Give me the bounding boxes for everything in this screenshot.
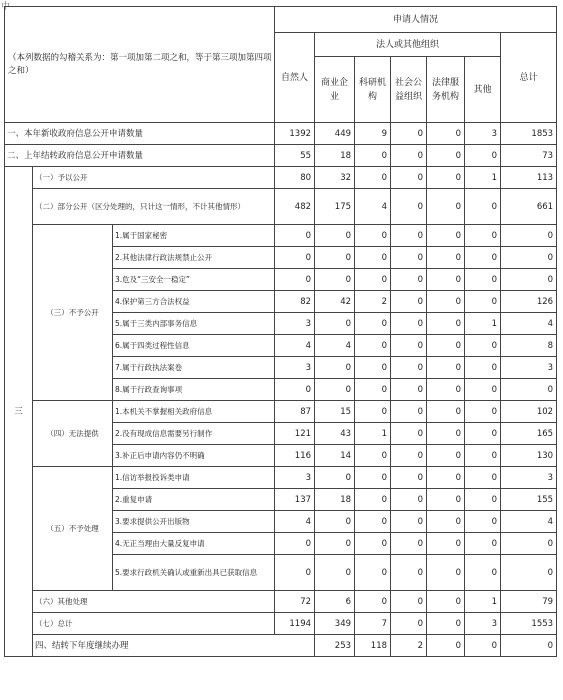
cell-natural: 3: [275, 357, 315, 379]
cell-social: 0: [391, 335, 427, 357]
cell-social: 0: [391, 145, 427, 167]
cell-social: 0: [391, 379, 427, 401]
cell-social: 0: [391, 357, 427, 379]
cell-commercial: 0: [315, 555, 355, 591]
cell-research: 2: [355, 291, 391, 313]
cell-natural: 0: [275, 247, 315, 269]
cell-commercial: 349: [315, 613, 355, 635]
cell-total: 1553: [501, 613, 557, 635]
cell-total: 1853: [501, 123, 557, 145]
cell-commercial: 42: [315, 291, 355, 313]
other-header: 其他: [465, 57, 501, 123]
cell-social: 0: [391, 489, 427, 511]
commercial-header: 商业企业: [315, 57, 355, 123]
cell-social: 0: [391, 291, 427, 313]
cell-natural: 0: [275, 269, 315, 291]
cell-social: 0: [391, 225, 427, 247]
cell-research: 0: [355, 591, 391, 613]
row-label: 2.没有现成信息需要另行制作: [113, 423, 275, 445]
cell-commercial: 32: [315, 167, 355, 189]
cell-social: 0: [391, 423, 427, 445]
cell-other: 0: [465, 445, 501, 467]
cell-research: 0: [355, 167, 391, 189]
cell-law: 0: [427, 379, 465, 401]
cell-law: 0: [427, 313, 465, 335]
cell-total: 8: [501, 335, 557, 357]
table-row: [5, 123, 557, 145]
cell-natural: 72: [275, 591, 315, 613]
cell-other: 0: [465, 291, 501, 313]
cell-law: 0: [427, 335, 465, 357]
cell-total: 0: [501, 247, 557, 269]
row-label: 4.保护第三方合法权益: [113, 291, 275, 313]
cell-social: 0: [391, 167, 427, 189]
cell-law: 0: [427, 555, 465, 591]
cell-other: 0: [465, 511, 501, 533]
cell-natural: 3: [275, 313, 315, 335]
section-three-label: 三: [5, 167, 33, 657]
cell-natural: 0: [275, 379, 315, 401]
cell-natural: 1194: [275, 613, 315, 635]
table-row: [5, 189, 557, 225]
row-label: 5.属于三类内部事务信息: [113, 313, 275, 335]
cell-natural: 3: [275, 467, 315, 489]
cell-natural: 80: [275, 167, 315, 189]
cell-law: 0: [427, 269, 465, 291]
cell-commercial: 0: [315, 269, 355, 291]
cell-research: 0: [355, 533, 391, 555]
cell-commercial: 6: [315, 591, 355, 613]
cell-other: 1: [465, 167, 501, 189]
cell-commercial: 18: [315, 489, 355, 511]
cell-research: 0: [355, 247, 391, 269]
cell-research: 0: [355, 489, 391, 511]
cell-total: 3: [501, 357, 557, 379]
cell-other: 0: [465, 357, 501, 379]
cell-research: 0: [355, 225, 391, 247]
cell-law: 0: [427, 123, 465, 145]
cell-research: 0: [355, 313, 391, 335]
legal-entity-header: 法人或其他组织: [315, 33, 501, 57]
cell-natural: 0: [275, 225, 315, 247]
cell-research: 0: [355, 467, 391, 489]
cell-other: 0: [465, 269, 501, 291]
cell-research: 0: [355, 357, 391, 379]
table-row: [5, 591, 557, 613]
row-label: 一、本年新收政府信息公开申请数量: [5, 123, 275, 145]
cell-social: 0: [391, 269, 427, 291]
cell-research: 2: [391, 635, 427, 657]
cell-research: 0: [355, 401, 391, 423]
cell-commercial: 449: [315, 123, 355, 145]
corner-mark: 中: [1, 2, 11, 12]
table-row: [5, 401, 557, 423]
cell-natural: 55: [275, 145, 315, 167]
applicant-header: 申请人情况: [275, 7, 557, 33]
cell-law: 0: [427, 189, 465, 225]
cell-law: 0: [427, 291, 465, 313]
cell-commercial: 0: [315, 357, 355, 379]
cell-other: 3: [465, 123, 501, 145]
cell-total: 0: [501, 533, 557, 555]
cell-law: 0: [427, 489, 465, 511]
natural-person-header: 自然人: [275, 33, 315, 123]
cell-total: 165: [501, 423, 557, 445]
cell-social: 0: [391, 613, 427, 635]
cell-commercial: 0: [315, 467, 355, 489]
cell-law: 0: [427, 423, 465, 445]
cell-research: 0: [355, 145, 391, 167]
cell-law: 0: [427, 613, 465, 635]
cell-total: 102: [501, 401, 557, 423]
cell-law: 0: [427, 145, 465, 167]
cell-other: 0: [465, 401, 501, 423]
cell-social: 0: [391, 313, 427, 335]
row-label: （七）总计: [33, 613, 275, 635]
cell-commercial: 0: [315, 313, 355, 335]
cell-law: 0: [427, 467, 465, 489]
row-label: 3.要求提供公开出版物: [113, 511, 275, 533]
cell-total: 0: [501, 379, 557, 401]
row-label: 2.其他法律行政法规禁止公开: [113, 247, 275, 269]
cell-commercial: 15: [315, 401, 355, 423]
cell-research: 4: [355, 189, 391, 225]
table-row: [5, 635, 557, 657]
cell-law: 0: [427, 511, 465, 533]
cell-natural: 87: [275, 401, 315, 423]
cell-total: 4: [501, 313, 557, 335]
cell-research: 0: [355, 379, 391, 401]
row-label: （六）其他处理: [33, 591, 275, 613]
cell-natural: 121: [275, 423, 315, 445]
cell-law: 0: [427, 445, 465, 467]
cell-natural: 1392: [275, 123, 315, 145]
cell-social: 0: [391, 555, 427, 591]
cell-total: 79: [501, 591, 557, 613]
group-label-unable-to-provide: （四）无法提供: [33, 401, 113, 467]
cell-research: 9: [355, 123, 391, 145]
cell-social: 0: [391, 533, 427, 555]
cell-social: 0: [391, 591, 427, 613]
cell-law: 0: [427, 225, 465, 247]
group-label-not-disclosed: （三）不予公开: [33, 225, 113, 401]
cell-law: 0: [427, 357, 465, 379]
cell-law: 0: [427, 401, 465, 423]
cell-other: 0: [465, 225, 501, 247]
cell-natural: 137: [275, 489, 315, 511]
cell-total: 155: [501, 489, 557, 511]
cell-total: 0: [501, 225, 557, 247]
total-header: 总计: [501, 33, 557, 123]
cell-total: 126: [501, 291, 557, 313]
cell-other: 1: [465, 313, 501, 335]
group-label-not-processed: （五）不予处理: [33, 467, 113, 591]
table-row: [5, 167, 557, 189]
cell-natural: 0: [275, 555, 315, 591]
cell-other: 0: [465, 555, 501, 591]
cell-total: 130: [501, 445, 557, 467]
cell-social: 0: [391, 445, 427, 467]
cell-commercial: 18: [315, 145, 355, 167]
cell-research: 0: [355, 445, 391, 467]
row-label: 四、结转下年度继续办理: [33, 635, 315, 657]
cell-commercial: 0: [315, 379, 355, 401]
cell-commercial: 14: [315, 445, 355, 467]
cell-social: 0: [391, 467, 427, 489]
cell-social: 0: [427, 635, 465, 657]
cell-natural: 4: [275, 335, 315, 357]
cell-total: 3: [501, 467, 557, 489]
cell-natural: 0: [275, 533, 315, 555]
cell-other: 0: [465, 423, 501, 445]
row-label: 8.属于行政查询事项: [113, 379, 275, 401]
cell-commercial: 0: [315, 511, 355, 533]
cell-natural: 116: [275, 445, 315, 467]
cell-research: 1: [355, 423, 391, 445]
cell-natural: 482: [275, 189, 315, 225]
cell-commercial: 118: [355, 635, 391, 657]
row-label: 1.属于国家秘密: [113, 225, 275, 247]
row-label: （二）部分公开（区分处理的，只计这一情形，不计其他情形）: [33, 189, 275, 225]
cell-other: 0: [465, 247, 501, 269]
cell-commercial: 43: [315, 423, 355, 445]
cell-other: 0: [465, 467, 501, 489]
row-label: 1.本机关不掌握相关政府信息: [113, 401, 275, 423]
cell-natural: 253: [315, 635, 355, 657]
cell-commercial: 0: [315, 225, 355, 247]
cell-other: 0: [465, 145, 501, 167]
cell-research: 0: [355, 555, 391, 591]
cell-law: 0: [427, 533, 465, 555]
row-label: 二、上年结转政府信息公开申请数量: [5, 145, 275, 167]
cell-research: 0: [355, 335, 391, 357]
row-label: （一）予以公开: [33, 167, 275, 189]
law-header: 法律服务机构: [427, 57, 465, 123]
cell-other: 1: [465, 591, 501, 613]
row-label: 3.危及“三安全一稳定”: [113, 269, 275, 291]
cell-social: 0: [391, 189, 427, 225]
cell-social: 0: [391, 401, 427, 423]
cell-social: 0: [391, 123, 427, 145]
table-row: [5, 145, 557, 167]
disclosure-statistics-table: [4, 6, 557, 657]
cell-social: 0: [391, 511, 427, 533]
cell-other: 0: [465, 379, 501, 401]
cell-other: 0: [501, 635, 557, 657]
row-label: 1.信访举报投诉类申请: [113, 467, 275, 489]
row-label: 2.重复申请: [113, 489, 275, 511]
cell-natural: 82: [275, 291, 315, 313]
social-header: 社会公益组织: [391, 57, 427, 123]
table-row: [5, 225, 557, 247]
cell-other: 0: [465, 533, 501, 555]
row-label: 3.补正后申请内容仍不明确: [113, 445, 275, 467]
row-label: 5.要求行政机关确认或重新出具已获取信息: [113, 555, 275, 591]
cell-total: 0: [501, 555, 557, 591]
cell-law: 0: [465, 635, 501, 657]
cell-law: 0: [427, 247, 465, 269]
row-label: 7.属于行政执法案卷: [113, 357, 275, 379]
cell-natural: 4: [275, 511, 315, 533]
table-note: （本列数据的勾稽关系为：第一项加第二项之和，等于第三项加第四项之和）: [5, 7, 275, 123]
row-label: 4.无正当理由大量反复申请: [113, 533, 275, 555]
cell-research: 0: [355, 511, 391, 533]
table-row: [5, 613, 557, 635]
cell-other: 0: [465, 189, 501, 225]
cell-total: 73: [501, 145, 557, 167]
cell-total: 661: [501, 189, 557, 225]
table-row: [5, 467, 557, 489]
cell-total: 0: [501, 269, 557, 291]
research-header: 科研机构: [355, 57, 391, 123]
cell-research: 7: [355, 613, 391, 635]
cell-research: 0: [355, 269, 391, 291]
cell-commercial: 0: [315, 533, 355, 555]
cell-commercial: 0: [315, 247, 355, 269]
cell-law: 0: [427, 591, 465, 613]
cell-other: 0: [465, 335, 501, 357]
cell-social: 0: [391, 247, 427, 269]
cell-total: 4: [501, 511, 557, 533]
cell-commercial: 4: [315, 335, 355, 357]
cell-total: 113: [501, 167, 557, 189]
row-label: 6.属于四类过程性信息: [113, 335, 275, 357]
cell-commercial: 175: [315, 189, 355, 225]
cell-law: 0: [427, 167, 465, 189]
cell-other: 0: [465, 489, 501, 511]
cell-other: 3: [465, 613, 501, 635]
